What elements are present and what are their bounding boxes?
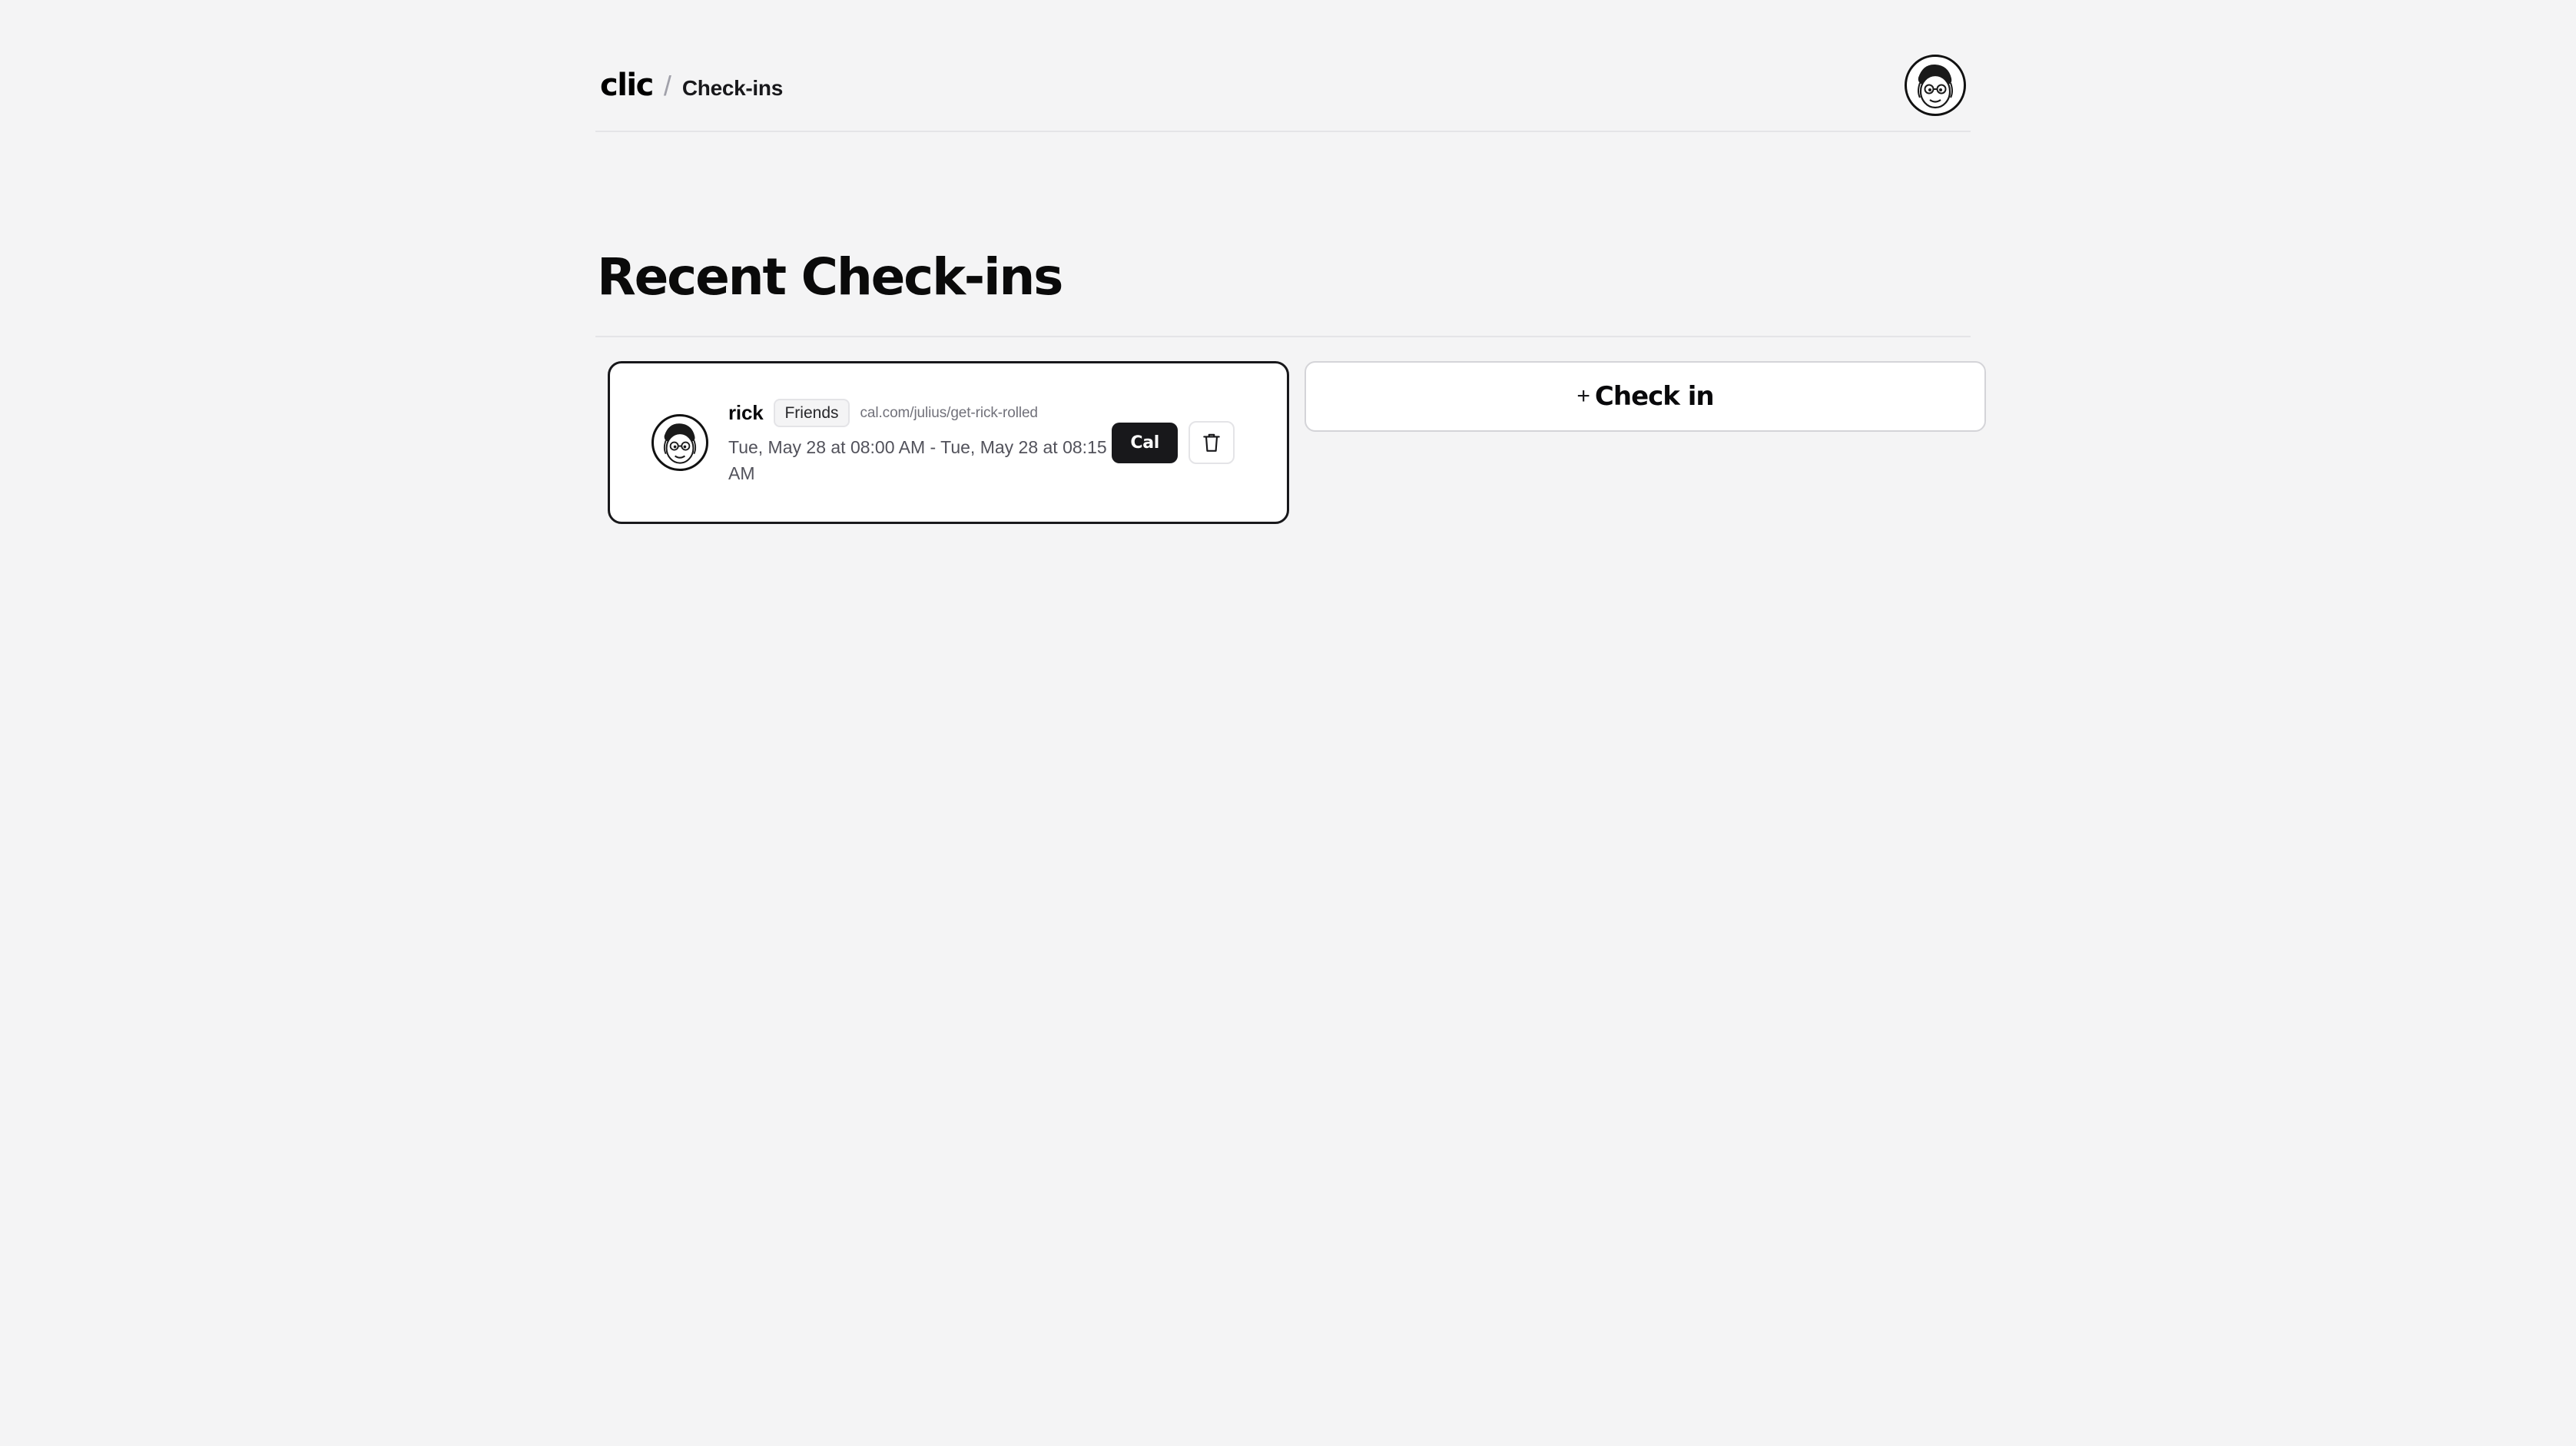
checkins-row <box>608 361 1991 524</box>
avatar-image <box>655 417 705 468</box>
checkin-details <box>728 399 1112 486</box>
title-divider <box>595 336 1971 337</box>
breadcrumb-current[interactable]: Check-ins <box>681 76 783 100</box>
checkin-link[interactable]: cal.com/julius/get-rick-rolled <box>860 404 1038 421</box>
breadcrumb-separator: / <box>663 70 671 101</box>
checkin-time: Tue, May 28 at 08:00 AM - Tue, May 28 at 08:15 AM <box>728 437 1107 483</box>
breadcrumb <box>595 70 783 101</box>
page-title: Recent Check-ins <box>597 247 1063 307</box>
checkin-avatar <box>651 414 708 471</box>
avatar-image <box>1908 58 1963 113</box>
status-badge: Friends <box>774 399 849 427</box>
check-in-button[interactable] <box>1305 361 1986 432</box>
avatar[interactable] <box>1905 55 1966 116</box>
check-in-label: Check in <box>1594 381 1714 412</box>
checkin-actions <box>1112 421 1235 464</box>
plus-icon: + <box>1576 383 1590 409</box>
checkin-header-line <box>728 399 1112 427</box>
app-header <box>595 40 1971 132</box>
delete-button[interactable] <box>1189 421 1235 464</box>
cal-button[interactable]: Cal <box>1112 423 1178 463</box>
checkin-card[interactable] <box>608 361 1289 524</box>
brand-logo[interactable]: clic <box>600 68 653 103</box>
trash-icon <box>1202 432 1222 453</box>
checkin-username: rick <box>728 401 764 425</box>
